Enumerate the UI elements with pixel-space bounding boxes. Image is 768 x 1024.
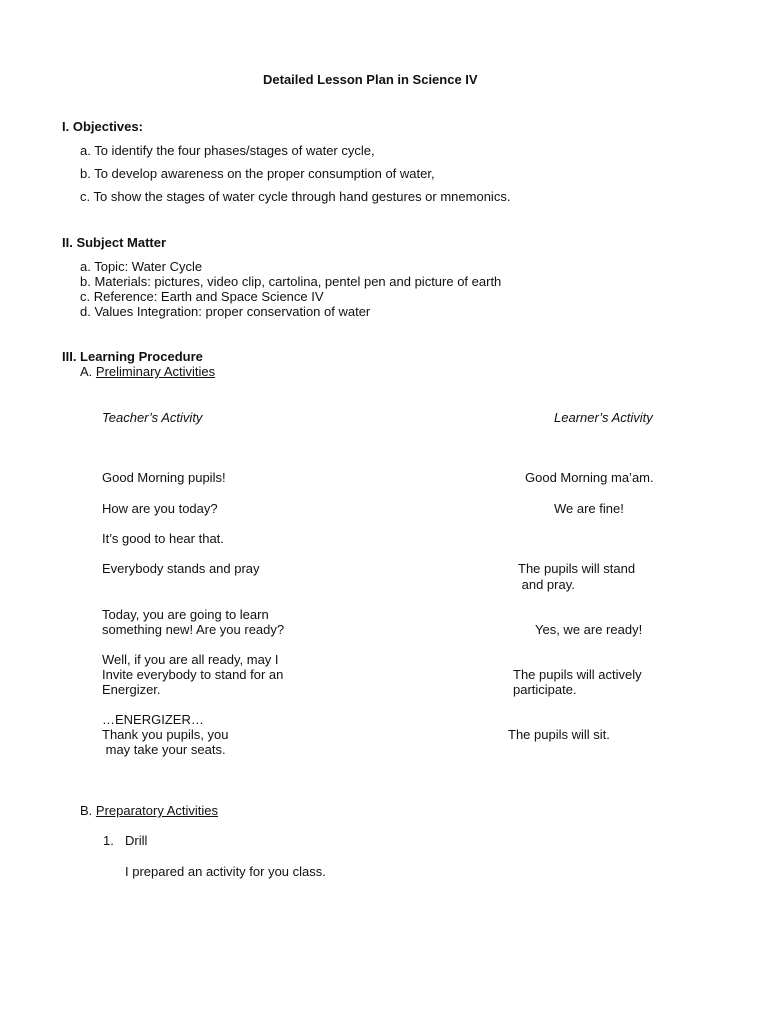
teacher-line: Invite everybody to stand for an [102,667,284,682]
teacher-line: …ENERGIZER… [102,712,204,727]
learner-line: The pupils will sit. [508,727,610,742]
preparatory-letter: B. [80,803,96,818]
preliminary-activities-subheading [80,364,215,379]
learner-line: The pupils will actively [513,667,642,682]
subject-matter-item: b. Materials: pictures, video clip, cartolina, pentel pen and picture of earth [80,274,502,289]
teacher-line: Thank you pupils, you [102,727,229,742]
learner-activity-header: Learner’s Activity [554,410,653,425]
learner-line: and pray. [518,577,575,592]
subject-matter-item: a. Topic: Water Cycle [80,259,203,274]
objective-item: c. To show the stages of water cycle through hand gestures or mnemonics. [80,189,511,204]
learner-line: participate. [513,682,577,697]
learning-procedure-heading: III. Learning Procedure [62,349,203,364]
objective-item: b. To develop awareness on the proper consumption of water, [80,166,435,181]
teacher-line: something new! Are you ready? [102,622,285,637]
preparatory-label: Preparatory Activities [95,803,219,818]
objectives-heading: I. Objectives: [62,119,143,134]
preliminary-letter: A. [80,364,96,379]
teacher-line: Good Morning pupils! [102,470,226,485]
teacher-line: Well, if you are all ready, may I [102,652,279,667]
preparatory-activities-subheading [80,803,218,818]
subject-matter-item: c. Reference: Earth and Space Science IV [80,289,324,304]
drill-label: Drill [125,833,148,848]
learner-line: We are fine! [554,501,624,516]
learner-line: Good Morning ma’am. [525,470,654,485]
objective-item: a. To identify the four phases/stages of water cycle, [80,143,375,158]
teacher-line: may take your seats. [102,742,226,757]
document-title: Detailed Lesson Plan in Science IV [263,72,478,87]
subject-matter-item: d. Values Integration: proper conservation of water [80,304,371,319]
teacher-line: Today, you are going to learn [102,607,269,622]
teacher-line: Energizer. [102,682,161,697]
drill-number: 1. [103,833,114,848]
teacher-line: Everybody stands and pray [102,561,260,576]
teacher-line: It’s good to hear that. [102,531,224,546]
learner-line: Yes, we are ready! [535,622,643,637]
teacher-line: How are you today? [102,501,218,516]
learner-line: The pupils will stand [518,561,636,576]
preliminary-label: Preliminary Activities [95,364,216,379]
subject-matter-heading: II. Subject Matter [62,235,167,250]
teacher-activity-header: Teacher’s Activity [102,410,203,425]
drill-text: I prepared an activity for you class. [125,864,326,879]
